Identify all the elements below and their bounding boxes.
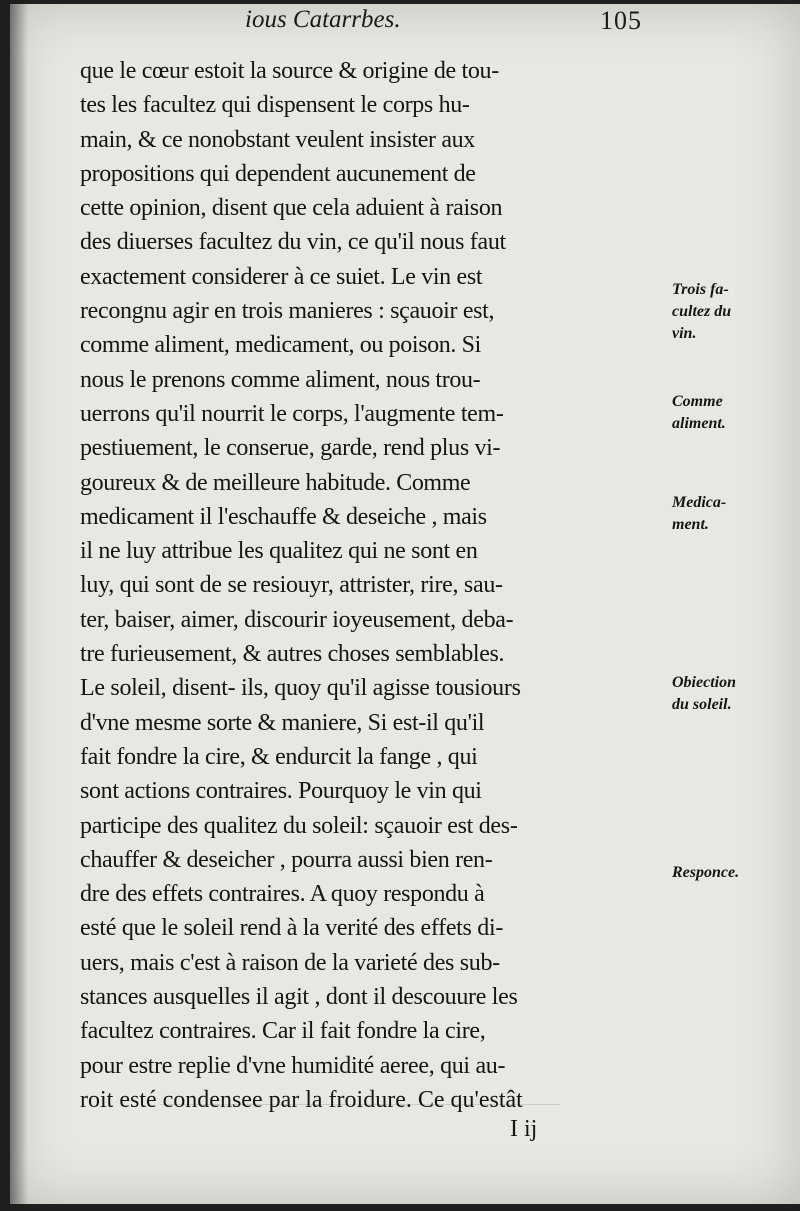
running-title: ious Catarrbes.: [245, 6, 401, 33]
margin-note-line: Comme: [672, 393, 723, 410]
text-line: uerrons qu'il nourrit le corps, l'augmente tem-: [80, 400, 504, 427]
text-line: chauffer & deseicher , pourra aussi bien ren-: [80, 846, 493, 873]
rule: [160, 1104, 560, 1105]
margin-note-line: Trois fa-: [672, 281, 729, 298]
text-line: stances ausquelles il agit , dont il descouure les: [80, 984, 518, 1011]
text-line: luy, qui sont de se resiouyr, attrister, rire, sau-: [80, 572, 503, 599]
margin-note-line: cultez du: [672, 303, 732, 320]
text-line: sont actions contraires. Pourquoy le vin qui: [80, 778, 482, 805]
text-line: comme aliment, medicament, ou poison. Si: [80, 332, 481, 359]
text-line: propositions qui dependent aucunement de: [80, 160, 476, 187]
text-line: exactement considerer à ce suiet. Le vin est: [80, 263, 483, 290]
margin-note-obiection: [672, 672, 736, 716]
book-page: [10, 4, 800, 1204]
page-number: 105: [600, 6, 642, 35]
margin-note-comme-aliment: [672, 391, 726, 435]
text-line: tes les facultez qui dispensent le corps hu-: [80, 92, 470, 119]
text-line: fait fondre la cire, & endurcit la fange , qui: [80, 743, 478, 770]
text-line: participe des qualitez du soleil: sçauoir est des-: [80, 812, 518, 839]
text-line: pour estre replie d'vne humidité aeree, qui au-: [80, 1052, 506, 1079]
margin-note-line: Obiection: [672, 674, 736, 691]
text-line: que le cœur estoit la source & origine de tou-: [80, 58, 499, 84]
margin-note-line: aliment.: [672, 415, 726, 432]
text-line: il ne luy attribue les qualitez qui ne sont en: [80, 538, 478, 565]
text-line: esté que le soleil rend à la verité des effets di-: [80, 915, 504, 942]
text-line: dre des effets contraires. A quoy respondu à: [80, 881, 485, 908]
text-line: medicament il l'eschauffe & deseiche , mais: [80, 503, 487, 530]
margin-note-medicament: [672, 492, 726, 536]
text-line: pestiuement, le conserue, garde, rend plus vi-: [80, 435, 501, 462]
text-line: Le soleil, disent- ils, quoy qu'il agisse tousiours: [80, 675, 521, 702]
margin-note-line: vin.: [672, 325, 697, 342]
margin-note-line: Responce.: [672, 864, 740, 881]
text-line: des diuerses facultez du vin, ce qu'il nous faut: [80, 229, 506, 256]
text-line: main, & ce nonobstant veulent insister aux: [80, 126, 475, 153]
margin-note-trois-facultez: [672, 279, 731, 345]
text-line: recongnu agir en trois manieres : sçauoir est,: [80, 298, 495, 325]
text-line: roit esté condensee par la froidure. Ce qu'estât: [80, 1086, 523, 1113]
margin-note-line: Medica-: [672, 494, 727, 511]
text-line: facultez contraires. Car il fait fondre la cire,: [80, 1018, 486, 1045]
margin-note-line: du soleil.: [672, 696, 732, 713]
text-line: d'vne mesme sorte & maniere, Si est-il qu'il: [80, 709, 485, 736]
text-line: cette opinion, disent que cela aduient à raison: [80, 195, 503, 222]
running-head: [10, 6, 800, 46]
margin-note-responce: [672, 862, 739, 884]
margin-note-line: ment.: [672, 516, 709, 533]
signature-mark: I ij: [510, 1116, 538, 1142]
text-line: tre furieusement, & autres choses semblables.: [80, 641, 505, 668]
text-line: uers, mais c'est à raison de la varieté des sub-: [80, 949, 500, 976]
text-line: goureux & de meilleure habitude. Comme: [80, 469, 471, 496]
text-line: nous le prenons comme aliment, nous trou-: [80, 366, 481, 393]
text-line: ter, baiser, aimer, discourir ioyeusement, deba-: [80, 606, 514, 633]
body-text: [80, 54, 680, 1117]
